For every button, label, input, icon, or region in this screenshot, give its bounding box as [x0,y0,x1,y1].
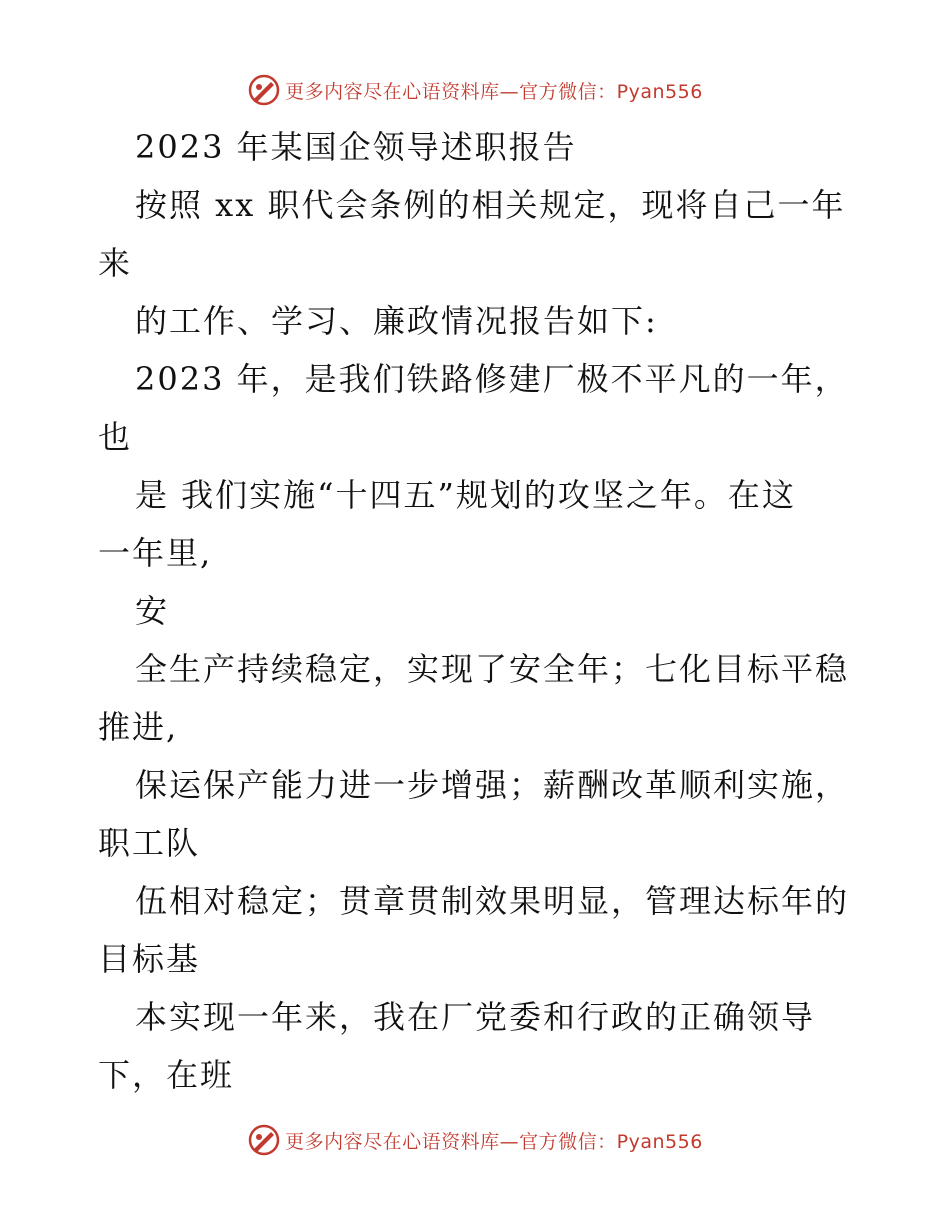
text-line: 目标基 [98,940,201,978]
text-line: 推进, [98,708,179,746]
text-line: 也 [98,418,133,456]
text-line: 2023 年，是我们铁路修建厂极不平凡的一年， [135,360,849,398]
header-text: 更多内容尽在心语资料库—官方微信：Pyan556 [285,80,703,103]
text-line: 全生产持续稳定，实现了安全年；七化目标平稳 [135,650,850,688]
text-line: 的工作、学习、廉政情况报告如下: [135,302,658,340]
text-line: 2023 年某国企领导述职报告 [135,128,577,166]
header-banner [0,70,950,110]
text-line: 一年里, [98,534,213,572]
red-pen-seal-icon [247,1123,281,1157]
text-line: 下，在班 [98,1056,235,1094]
document-body [0,118,950,1104]
footer-banner [0,1120,950,1160]
text-line: 按照 xx 职代会条例的相关规定，现将自己一年 [135,186,846,224]
text-line: 伍相对稳定；贯章贯制效果明显，管理达标年的 [135,882,850,920]
text-line: 来 [98,244,133,282]
text-line: 本实现一年来，我在厂党委和行政的正确领导 [135,998,816,1036]
text-line: 职工队 [98,824,201,862]
red-pen-seal-icon [247,73,281,107]
text-line: 保运保产能力进一步增强；薪酬改革顺利实施， [135,766,850,804]
text-line: 是 我们实施“十四五”规划的攻坚之年。在这 [135,476,796,514]
footer-text: 更多内容尽在心语资料库—官方微信：Pyan556 [285,1130,703,1153]
text-line: 安 [135,592,170,630]
